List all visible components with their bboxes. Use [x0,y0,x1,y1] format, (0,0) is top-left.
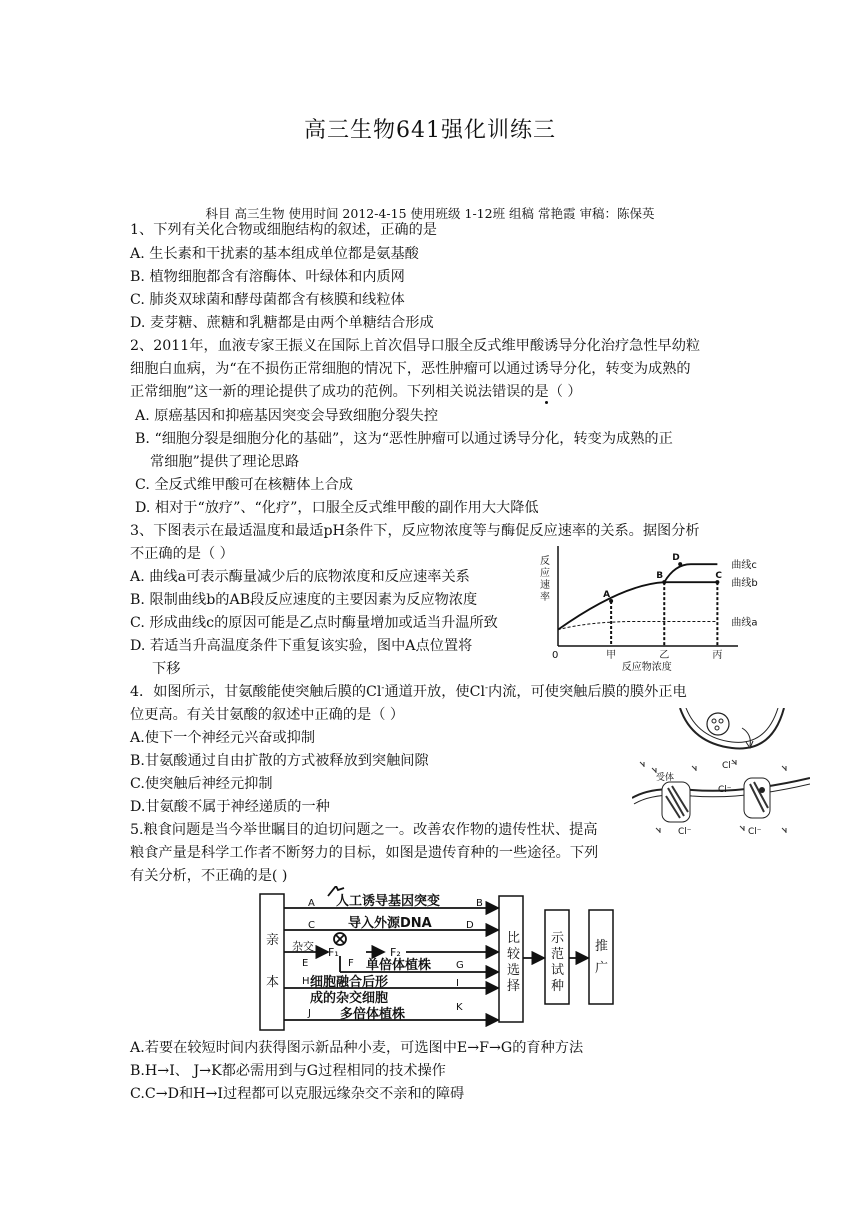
q4-option-d: D.甘氨酸不属于神经递质的一种 [130,799,330,815]
row-fusion-2: 成的杂交细胞 [310,991,389,1006]
row-dna: 导入外源DNA [348,916,432,931]
q2-option-d: D. 相对于“放疗”、“化疗”，口服全反式维甲酸的副作用大大降低 [135,500,539,516]
q3-stem-line1: 3、下图表示在最适温度和最适pH条件下，反应物浓度等与酶促反应速率的关系。据图分析 [130,523,700,539]
q4-stem-line1: 4．如图所示，甘氨酸能使突触后膜的Cl-通道开放，使Cl-内流，可使突触后膜的膜外正电 [130,683,687,700]
chloride-label: Cl⁻ [678,827,692,837]
q3-option-a: A. 曲线a可表示酶量减少后的底物浓度和反应速率关系 [130,569,470,585]
select-char: 选 [507,963,521,978]
label-j: J [308,1008,311,1019]
receptor-label: 受体 [656,773,675,783]
chloride-label: Cl⁻ [748,827,762,837]
x-tick-label: 乙 [659,650,670,661]
label-h: H [302,976,310,987]
q2-option-b-line2: 常细胞”提供了理论思路 [150,454,300,470]
chloride-label: Cl⁻ [722,761,736,771]
series-line [664,564,717,582]
q3-option-c: C. 形成曲线c的原因可能是乙点时酶量增加或适当升温所致 [130,615,498,631]
demo-char: 种 [551,979,565,994]
y-axis-label: 率 [540,592,550,603]
point-label: A [603,590,611,600]
q2-stem-line1: 2、2011年，血液专家王振义在国际上首次倡导口服全反式维甲酸诱导分化治疗急性早幼粒 [130,338,701,354]
point-label: C [715,571,722,582]
series-line [558,621,717,629]
emphasis-dot [545,401,548,404]
demo-char: 示 [551,931,565,946]
demo-char: 试 [551,963,565,978]
q5-stem-line3: 有关分析，不正确的是( ) [130,868,288,884]
q3-stem-line2: 不正确的是（ ） [130,546,234,562]
q3-option-d-line1: D. 若适当升高温度条件下重复该实验，图中A点位置将 [130,638,473,654]
page-title: 高三生物641强化训练三 [304,118,556,143]
q1-option-b: B. 植物细胞都含有溶酶体、叶绿体和内质网 [130,269,405,285]
q5-stem-line2: 粮食产量是科学工作者不断努力的目标，如图是遗传育种的一些途径。下列 [130,845,599,861]
q2-stem-line3: 正常细胞”这一新的理论提供了成功的范例。下列相关说法错误的是（ ） [130,384,582,400]
row-fusion-1: 细胞融合后形 [310,975,389,990]
label-b: B [476,898,483,909]
q2-stem-line2: 细胞白血病，为“在不损伤正常细胞的情况下，恶性肿瘤可以通过诱导分化，转变为成熟的 [130,361,691,377]
synapse-figure [632,708,810,848]
q1-option-d: D. 麦芽糖、蔗糖和乳糖都是由两个单糖结合形成 [130,315,434,331]
q1-stem: 1、下列有关化合物或细胞结构的叙述，正确的是 [130,222,437,238]
q4-stem-line2: 位更高。有关甘氨酸的叙述中正确的是（ ） [130,707,405,723]
label-d: D [466,920,474,931]
cross-label: 杂交 [292,940,314,953]
promote-char: 广 [595,961,609,976]
q5-stem-line1: 5.粮食问题是当今举世瞩目的迫切问题之一。改善农作物的遗传性状、提高 [130,822,598,838]
enzyme-rate-chart [536,542,776,672]
x-axis-label: 反应物浓度 [621,662,672,672]
document-meta: 科目 高三生物 使用时间 2012-4-15 使用班级 1-12班 组稿 常艳霞 审稿：陈保英 [205,206,655,221]
q1-option-a: A. 生长素和干扰素的基本组成单位都是氨基酸 [130,246,419,262]
select-char: 择 [507,979,521,994]
label-i: I [456,978,459,989]
q1-option-c: C. 肺炎双球菌和酵母菌都含有核膜和线粒体 [130,292,405,308]
y-axis-label: 速 [540,580,550,591]
series-label: 曲线a [731,617,758,629]
q4-option-c: C.使突触后神经元抑制 [130,776,273,792]
label-a: A [308,898,315,909]
y-axis-label: 应 [540,568,550,579]
select-char: 较 [507,947,521,962]
series-label: 曲线c [731,560,757,572]
q5-option-a: A.若要在较短时间内获得图示新品种小麦，可选图中E→F→G的育种方法 [130,1040,584,1056]
chloride-label: Cl⁻ [718,785,732,795]
x-tick-label: 甲 [606,650,617,661]
row-haploid: 单倍体植株 [366,958,432,973]
f2-label: F₂ [390,946,401,959]
label-g: G [456,960,464,971]
chart-layer [540,546,758,672]
demo-char: 范 [551,947,565,962]
label-f: F [348,958,354,969]
q5-option-b: B.H→I、 J→K都必需用到与G过程相同的技术操作 [130,1063,446,1079]
point-label: D [672,553,680,564]
x-tick-label: 丙 [712,650,723,661]
row-mutation: 人工诱导基因突变 [336,894,441,909]
q3-option-d-line2: 下移 [152,661,181,677]
q5-option-c: C.C→D和H→I过程都可以克服远缘杂交不亲和的障碍 [130,1086,465,1102]
label-e: E [302,958,309,969]
series-label: 曲线b [731,578,758,590]
label-k: K [456,1002,463,1013]
q2-option-c: C. 全反式维甲酸可在核糖体上合成 [135,477,353,493]
parent-char-2: 本 [266,975,280,990]
select-char: 比 [507,931,521,946]
breeding-flow-diagram [256,886,636,1036]
q3-option-b: B. 限制曲线b的AB段反应速度的主要因素为反应物浓度 [130,592,478,608]
x-tick-label: 0 [552,650,559,661]
f1-label: F₁ [328,946,339,959]
point-label: B [656,571,664,582]
y-axis-label: 反 [540,556,550,567]
q2-option-b-line1: B. “细胞分裂是细胞分化的基础”，这为“恶性肿瘤可以通过诱导分化，转变为成熟的正 [135,431,673,447]
q4-option-b: B.甘氨酸通过自由扩散的方式被释放到突触间隙 [130,753,429,769]
q2-option-a: A. 原癌基因和抑癌基因突变会导致细胞分裂失控 [135,408,439,424]
promote-char: 推 [595,939,609,954]
label-c: C [308,920,315,931]
parent-char-1: 亲 [266,933,280,948]
row-polyploid: 多倍体植株 [340,1007,406,1022]
q4-option-a: A.使下一个神经元兴奋或抑制 [130,730,316,746]
series-line [558,582,717,629]
